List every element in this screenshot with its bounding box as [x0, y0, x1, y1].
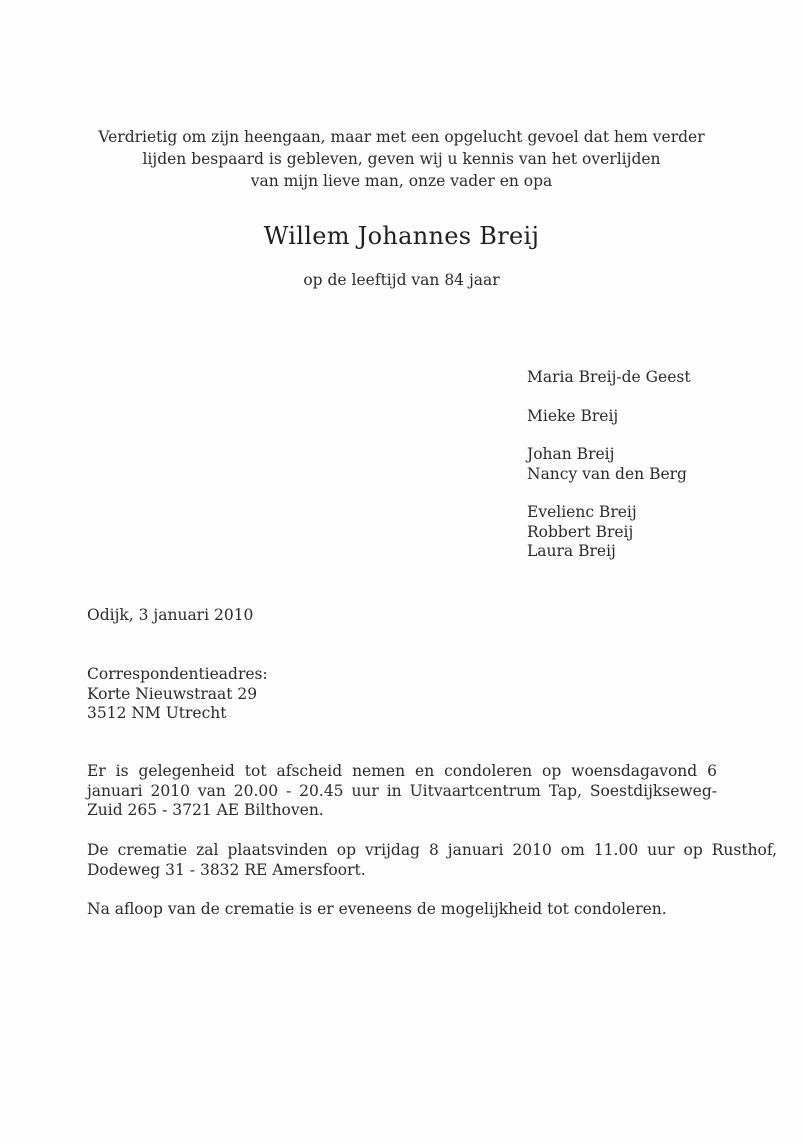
family-member: Evelienc Breij — [527, 503, 637, 521]
intro-line: Verdrietig om zijn heengaan, maar met een opgelucht gevoel dat hem verder — [98, 128, 705, 146]
family-group — [527, 445, 691, 484]
intro-line: van mijn lieve man, onze vader en opa — [250, 172, 553, 190]
correspondence-address — [87, 665, 268, 724]
family-member: Nancy van den Berg — [527, 464, 687, 483]
family-member: Robbert Breij — [527, 522, 634, 541]
address-city: 3512 NM Utrecht — [87, 704, 227, 722]
farewell-paragraph: Er is gelegenheid tot afscheid nemen en condoleren op woensdagavond 6 januari 2010 van 20.00 - 20.45 uur in Uitvaartcentrum Tap, Soestdijkseweg-Zuid 265 - 3721 AE Bilthoven. — [87, 762, 717, 819]
address-street: Korte Nieuwstraat 29 — [87, 684, 258, 703]
deceased-name: Willem Johannes Breij — [263, 222, 540, 250]
family-group — [527, 368, 691, 388]
family-member: Mieke Breij — [527, 406, 619, 425]
address-label: Correspondentieadres: — [87, 665, 268, 683]
condolence-paragraph: Na afloop van de crematie is er eveneens de mogelijkheid tot condoleren. — [87, 900, 667, 918]
cremation-paragraph: De crematie zal plaatsvinden op vrijdag 8 januari 2010 om 11.00 uur op Rusthof, Dodeweg 31 - 3832 RE Amersfoort. — [87, 841, 777, 879]
family-member: Laura Breij — [527, 542, 616, 560]
family-group — [527, 407, 691, 427]
age-line: op de leeftijd van 84 jaar — [303, 271, 500, 289]
intro-text — [60, 126, 743, 192]
place-date: Odijk, 3 januari 2010 — [87, 606, 254, 624]
family-group — [527, 503, 691, 562]
intro-line: lijden bespaard is gebleven, geven wij u kennis van het overlijden — [142, 150, 661, 168]
family-member: Maria Breij-de Geest — [527, 368, 691, 386]
family-member: Johan Breij — [527, 445, 615, 463]
family-list — [527, 368, 691, 581]
